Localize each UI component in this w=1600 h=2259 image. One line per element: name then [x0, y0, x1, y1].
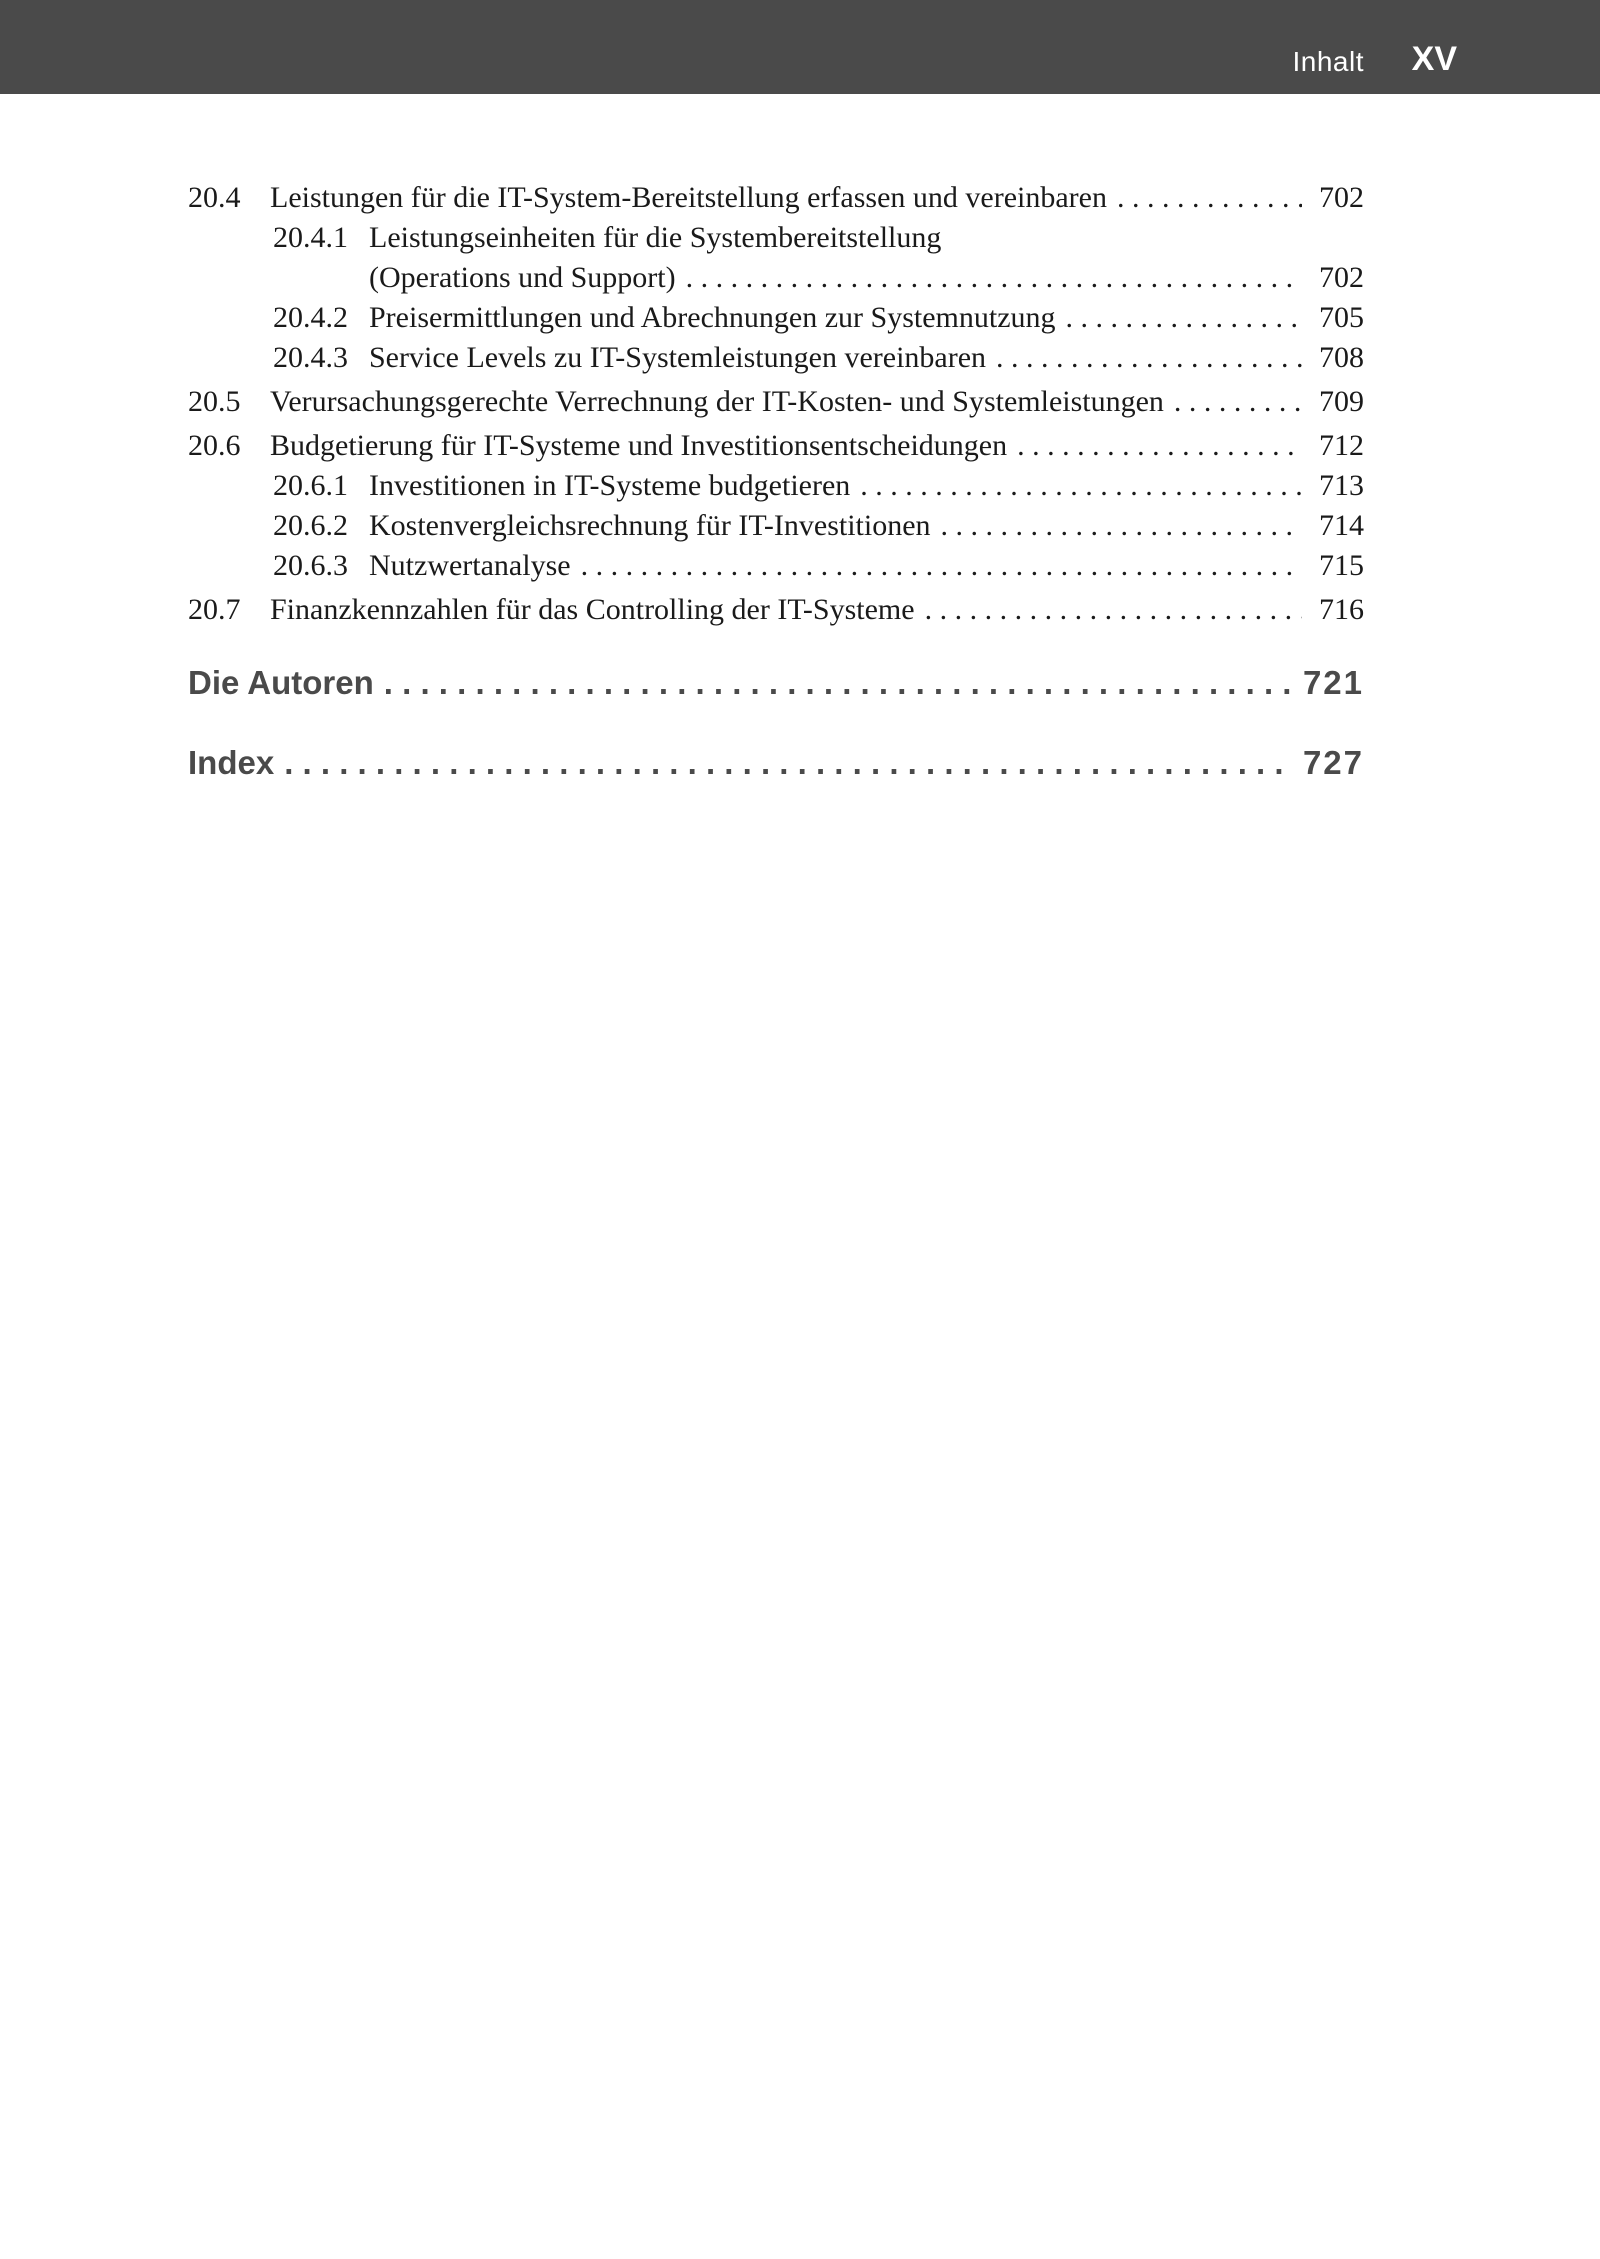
toc-entry[interactable]	[188, 466, 1364, 506]
toc-entry-page: 713	[1319, 469, 1364, 502]
toc-entry[interactable]	[188, 382, 1364, 422]
toc-leader-dots	[1066, 298, 1302, 338]
toc-entry-page: 714	[1319, 509, 1364, 542]
toc-leader-dots	[1174, 382, 1302, 422]
toc-leader-dots	[996, 338, 1302, 378]
toc-entry-page: 702	[1319, 181, 1364, 214]
toc-entry-page: 712	[1319, 429, 1364, 462]
toc-entry-number: 20.4.1	[273, 221, 348, 254]
toc-entry-number: 20.4.3	[273, 341, 348, 374]
toc-entry[interactable]	[188, 298, 1364, 338]
toc-entry-page: 709	[1319, 385, 1364, 418]
toc-chapter-page: 721	[1302, 664, 1364, 701]
toc-entry-title: (Operations und Support)	[369, 261, 676, 294]
toc-leader-dots	[941, 506, 1302, 546]
toc-leader-dots	[925, 590, 1302, 630]
toc-chapter-entry[interactable]	[188, 740, 1364, 786]
toc-entry-title: Kostenvergleichsrechnung für IT-Investitionen	[369, 509, 931, 542]
toc-leader-dots	[1017, 426, 1302, 466]
toc-entry[interactable]	[188, 590, 1364, 630]
toc-chapter-entry[interactable]	[188, 660, 1364, 706]
toc-entry[interactable]	[188, 546, 1364, 586]
running-head-page-number: XV	[1411, 40, 1457, 78]
toc-entry-title: Nutzwertanalyse	[369, 549, 571, 582]
toc-entry-number: 20.7	[188, 593, 241, 626]
toc-leader-dots	[1117, 178, 1302, 218]
toc-entry[interactable]	[188, 218, 1364, 258]
toc-entry-number: 20.6	[188, 429, 241, 462]
toc-entry-page: 715	[1319, 549, 1364, 582]
toc-leader-dots	[860, 466, 1302, 506]
toc-entry-title: Leistungen für die IT-System-Bereitstellung erfassen und vereinbaren	[270, 181, 1107, 214]
toc-entry-page: 708	[1319, 341, 1364, 374]
toc-chapter-page: 727	[1302, 744, 1364, 781]
toc-entry-page: 705	[1319, 301, 1364, 334]
toc-entry-title: Investitionen in IT-Systeme budgetieren	[369, 469, 851, 502]
toc-entry-number: 20.6.3	[273, 549, 348, 582]
toc-entry-number: 20.5	[188, 385, 241, 418]
toc-entry-title: Service Levels zu IT-Systemleistungen vereinbaren	[369, 341, 987, 374]
toc-entry-title: Verursachungsgerechte Verrechnung der IT-Kosten- und Systemleistungen	[270, 385, 1164, 418]
toc-entry-title: Finanzkennzahlen für das Controlling der IT-Systeme	[270, 593, 915, 626]
toc-entry[interactable]	[188, 338, 1364, 378]
toc-chapter-title: Die Autoren	[188, 664, 374, 701]
toc-entry[interactable]	[188, 506, 1364, 546]
toc-leader-dots	[581, 546, 1302, 586]
toc-entry-page: 702	[1319, 261, 1364, 294]
table-of-contents	[188, 178, 1364, 786]
toc-entry[interactable]	[188, 426, 1364, 466]
toc-leader-dots	[284, 740, 1290, 786]
toc-leader-dots	[384, 660, 1290, 706]
running-head-section: Inhalt	[1292, 46, 1364, 77]
toc-entry-continuation[interactable]	[188, 258, 1364, 298]
toc-leader-dots	[686, 258, 1302, 298]
toc-entry-number: 20.4	[188, 181, 241, 214]
toc-entry[interactable]	[188, 178, 1364, 218]
header-bar	[0, 0, 1600, 94]
toc-entry-title: Preisermittlungen und Abrechnungen zur Systemnutzung	[369, 301, 1056, 334]
toc-entry-number: 20.6.2	[273, 509, 348, 542]
toc-entry-number: 20.4.2	[273, 301, 348, 334]
toc-entry-page: 716	[1319, 593, 1364, 626]
toc-entry-title: Budgetierung für IT-Systeme und Investitionsentscheidungen	[270, 429, 1008, 462]
toc-entry-number: 20.6.1	[273, 469, 348, 502]
toc-entry-title: Leistungseinheiten für die Systembereitstellung	[369, 221, 942, 254]
toc-chapter-title: Index	[188, 744, 275, 781]
